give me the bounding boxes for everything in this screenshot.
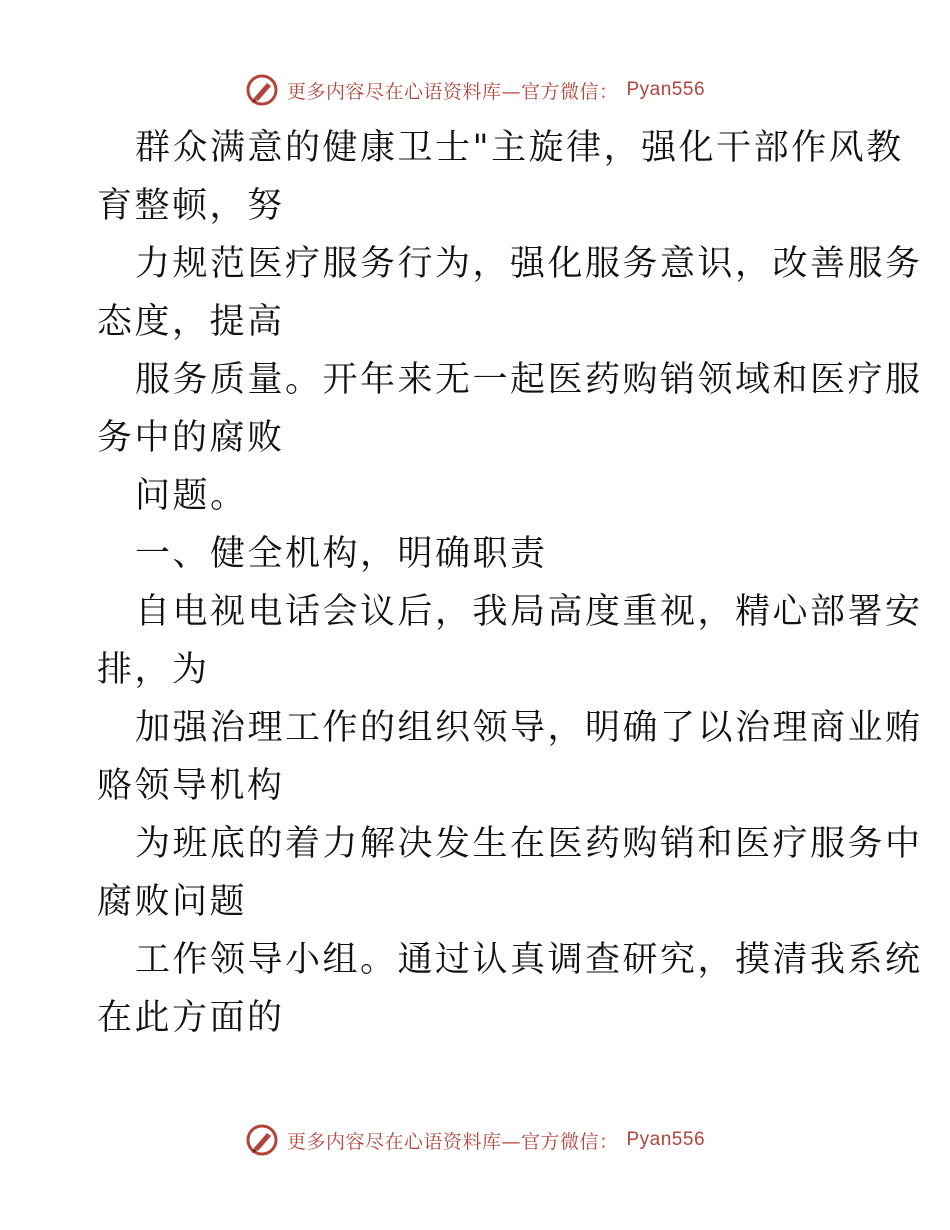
watermark-text: 更多内容尽在心语资料库—官方微信： bbox=[286, 80, 619, 103]
pen-logo-icon bbox=[245, 1123, 279, 1157]
text-line: 务中的腐败 bbox=[97, 418, 285, 458]
text-line: 问题。 bbox=[135, 476, 248, 516]
text-line: 态度，提高 bbox=[97, 302, 285, 342]
footer-watermark bbox=[0, 1120, 950, 1160]
text-line: 腐败问题 bbox=[97, 882, 248, 922]
section-heading: 一、健全机构，明确职责 bbox=[135, 534, 548, 574]
text-line: 在此方面的 bbox=[97, 998, 285, 1038]
text-line: 自电视电话会议后，我局高度重视，精心部署安 bbox=[135, 592, 923, 632]
text-line: 赂领导机构 bbox=[97, 766, 285, 806]
header-watermark bbox=[0, 70, 950, 110]
text-line: 工作领导小组。通过认真调查研究，摸清我系统 bbox=[135, 940, 923, 980]
text-line: 育整顿，努 bbox=[97, 186, 285, 226]
pen-logo-icon bbox=[245, 73, 279, 107]
watermark-text: 更多内容尽在心语资料库—官方微信： bbox=[286, 1130, 619, 1153]
text-line: 排，为 bbox=[97, 650, 210, 690]
text-line: 力规范医疗服务行为，强化服务意识，改善服务 bbox=[135, 244, 923, 284]
text-line: 群众满意的健康卫士"主旋律，强化干部作风教 bbox=[135, 128, 904, 168]
watermark-handle: Pyan556 bbox=[626, 1129, 706, 1150]
text-line: 为班底的着力解决发生在医药购销和医疗服务中 bbox=[135, 824, 923, 864]
watermark-handle: Pyan556 bbox=[626, 79, 706, 100]
text-line: 服务质量。开年来无一起医药购销领域和医疗服 bbox=[135, 360, 923, 400]
text-line: 加强治理工作的组织领导，明确了以治理商业贿 bbox=[135, 708, 923, 748]
